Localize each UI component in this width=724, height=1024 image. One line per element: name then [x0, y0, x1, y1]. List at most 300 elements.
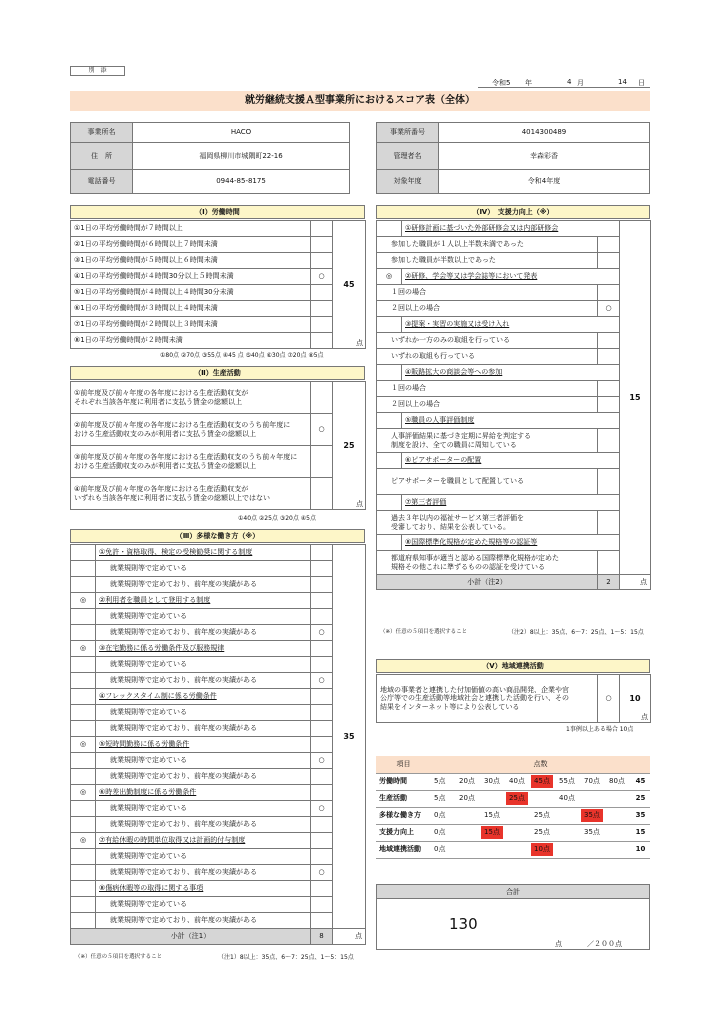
score-row [376, 841, 650, 858]
s2-row-line: ②前年度及び前々年度の各年度における生産活動収支のうち前年度に [74, 421, 291, 430]
s3-item-option [96, 849, 311, 865]
s4-item-title [402, 453, 620, 469]
s4-select-mark [377, 317, 402, 333]
s3-subtotal-label: 小計（注1） [71, 929, 311, 945]
s5-text-line: 結果をインターネット等により公表している [380, 702, 520, 711]
score-option [431, 824, 481, 841]
s3-select-mark [71, 865, 96, 881]
score-option [531, 824, 581, 841]
s3-item-title-text: ⑦有給休暇の時間単位取得又は計画的付与制度 [99, 836, 246, 845]
s3-item-title-text: ⑤短時間勤務に係る労働条件 [99, 740, 190, 749]
s4-select-mark [377, 221, 402, 237]
s2-row-line: おける生産活動収支のみが利用者に支払う賃金の総額以上 [74, 429, 256, 438]
s3-select-mark: ◎ [71, 833, 96, 849]
s3-select-mark [71, 769, 96, 785]
section1-note: ①80点 ②70点 ③55点 ④45 点 ⑤40点 ⑥30点 ⑦20点 ⑧5点 [160, 352, 324, 359]
s3-item-mark [311, 609, 333, 625]
score-option-text: 5点 [434, 777, 446, 786]
score-table [376, 756, 650, 859]
s3-item-title [96, 641, 311, 657]
s3-item-mark: ○ [311, 865, 333, 881]
s3-item-option [96, 753, 311, 769]
s4-item-mark [598, 237, 620, 253]
s3-item-option [96, 897, 311, 913]
s1-row-label: ②1日の平均労働時間が６時間以上７時間未満 [71, 237, 311, 253]
s4-select-mark [377, 365, 402, 381]
s4-item-option [377, 469, 598, 495]
s3-item-option-text: 就業規則等で定めており、前年度の実績がある [110, 820, 257, 829]
score-option-text: 20点 [459, 794, 475, 803]
s1-row-label: ①1日の平均労働時間が７時間以上 [71, 221, 311, 237]
s2-row-label [71, 446, 311, 478]
score-option [556, 773, 581, 790]
info-table-right [376, 122, 650, 194]
score-option [481, 824, 531, 841]
section3-note-left: （※）任意の５項目を選択すること [75, 954, 163, 960]
s1-row-label: ④1日の平均労働時間が４時間30分以上５時間未満 [71, 269, 311, 285]
score-option [581, 824, 631, 841]
s4-item-title [402, 413, 620, 429]
score-option-text: 40点 [559, 794, 575, 803]
score-option [481, 773, 506, 790]
s4-item-title-text: ⑥ピアサポーターの配置 [405, 456, 482, 465]
s3-select-mark [71, 881, 96, 897]
score-option-text: 55点 [559, 777, 575, 786]
score-option-text: 30点 [484, 777, 500, 786]
section3-table [70, 544, 366, 945]
s4-item-option [377, 551, 598, 575]
total-box [376, 884, 650, 950]
section4-note-left: （※）任意の５項目を選択すること [380, 629, 468, 635]
s2-row-line: ④前年度及び前々年度の各年度における生産活動収支が [74, 485, 249, 494]
s3-item-option-text: 就業規則等で定めており、前年度の実績がある [110, 676, 257, 685]
s1-row-mark [311, 285, 333, 301]
s3-select-mark [71, 689, 96, 705]
score-option-text: 70点 [584, 777, 600, 786]
s3-select-mark [71, 545, 96, 561]
score-option [581, 773, 606, 790]
section4-title: （Ⅳ） 支援力向上（※） [376, 205, 650, 219]
s4-item-title-text: ⑦第三者評価 [405, 498, 447, 507]
phone: 0944-85-8175 [133, 170, 350, 194]
s3-item-option [96, 705, 311, 721]
score-option-text: 0点 [434, 828, 446, 837]
s3-item-title-text: ⑥時差出勤制度に係る労働条件 [99, 788, 197, 797]
s4-select-mark: ◎ [377, 269, 402, 285]
s3-select-mark [71, 657, 96, 673]
s1-row-mark [311, 333, 333, 349]
s2-row-line: おける生産活動収支のみが利用者に支払う賃金の総額以上 [74, 461, 256, 470]
score-option [456, 790, 506, 807]
date-day: 14 [618, 78, 627, 86]
s1-row-mark [311, 237, 333, 253]
s4-item-title [402, 269, 620, 285]
score-option-text: 10点 [534, 845, 550, 854]
office-name-label: 事業所名 [71, 123, 133, 143]
score-row-label: 労働時間 [376, 773, 431, 790]
score-option [481, 807, 531, 824]
s3-item-option-text: 就業規則等で定めており、前年度の実績がある [110, 916, 257, 925]
s2-row-mark [311, 478, 333, 510]
s4-item-option-line: 人事評価結果に基づき定期に昇給を判定する [391, 432, 531, 441]
s4-item-title-text: ③提案・実習の実施又は受け入れ [405, 320, 510, 329]
section4-table [376, 220, 651, 590]
s3-item-option [96, 801, 311, 817]
section5-score: 10 [629, 693, 641, 703]
year-label: 対象年度 [377, 170, 439, 194]
s4-item-mark [598, 469, 620, 495]
s4-item-option-line: 過去３年以内の福祉サービス第三者評価を [391, 514, 524, 523]
s4-item-option: １回の場合 [377, 285, 598, 301]
s4-item-option-line: 都道府県知事が適当と認める国際標準化規格が定めた [391, 554, 559, 563]
s2-row-mark [311, 446, 333, 478]
s4-item-option: いずれの取組も行っている [377, 349, 598, 365]
s4-item-option-line: 受審しており、結果を公表している。 [391, 522, 510, 531]
s4-item-mark [598, 429, 620, 453]
s3-item-option-text: 就業規則等で定めている [110, 804, 187, 813]
score-row [376, 824, 650, 841]
s1-row-mark [311, 301, 333, 317]
s3-item-mark [311, 817, 333, 833]
s3-item-mark: ○ [311, 673, 333, 689]
score-option [431, 807, 481, 824]
total-unit: 点 [555, 940, 562, 948]
total-value: 130 [449, 915, 478, 933]
s4-item-option: いずれか一方のみの取組を行っている [377, 333, 598, 349]
s3-item-option [96, 817, 311, 833]
s4-item-option [377, 429, 598, 453]
s3-select-mark [71, 849, 96, 865]
score-option-text: 80点 [609, 777, 625, 786]
score-row-total: 25 [631, 790, 650, 807]
s4-item-option-line: ピアサポーターを職員として配置している [391, 477, 524, 486]
s3-select-mark [71, 673, 96, 689]
s4-item-mark [598, 381, 620, 397]
score-table-item-header: 項目 [376, 756, 431, 773]
s1-row-mark: ○ [311, 269, 333, 285]
s2-score-cell [333, 382, 366, 510]
s3-item-mark [311, 689, 333, 705]
s2-row-line: それぞれ当該各年度に利用者に支払う賃金の総額以上 [74, 397, 242, 406]
year: 令和4年度 [439, 170, 650, 194]
s3-item-option-text: 就業規則等で定めており、前年度の実績がある [110, 628, 257, 637]
s2-row-line: ③前年度及び前々年度の各年度における生産活動収支のうち前々年度に [74, 453, 298, 462]
s3-item-title-text: ②利用者を職員として登用する制度 [99, 596, 211, 605]
s3-item-mark [311, 833, 333, 849]
score-option [431, 841, 531, 858]
s3-select-mark: ◎ [71, 737, 96, 753]
s4-item-title [402, 535, 620, 551]
score-option-text: 15点 [484, 828, 500, 837]
s3-item-mark [311, 577, 333, 593]
score-option-text: 5点 [434, 794, 446, 803]
s4-subtotal-label: 小計（注2） [377, 575, 598, 590]
total-max: ／２００点 [587, 940, 622, 948]
s4-item-mark [598, 397, 620, 413]
s1-row-label: ⑤1日の平均労働時間が４時間以上４時間30分未満 [71, 285, 311, 301]
s4-score: 15 [620, 221, 651, 575]
s3-item-mark [311, 593, 333, 609]
section5-unit: 点 [641, 712, 648, 721]
s3-select-mark [71, 913, 96, 929]
s3-item-option-text: 就業規則等で定めており、前年度の実績がある [110, 724, 257, 733]
section2-table [70, 381, 366, 510]
s4-item-title [402, 317, 620, 333]
score-option [531, 773, 556, 790]
s3-item-option [96, 721, 311, 737]
score-option [506, 790, 556, 807]
s3-item-title-text: ④フレックスタイム制に係る労働条件 [99, 692, 217, 701]
s4-unit: 点 [620, 575, 651, 590]
score-option-text: 0点 [434, 845, 446, 854]
s4-select-mark [377, 495, 402, 511]
section1-table [70, 220, 366, 349]
s3-item-option [96, 769, 311, 785]
s4-item-title [402, 365, 620, 381]
s1-row-label: ⑧1日の平均労働時間が２時間未満 [71, 333, 311, 349]
s4-item-title-text: ①研修計画に基づいた外部研修会又は内部研修会 [405, 224, 559, 233]
s3-item-mark: ○ [311, 625, 333, 641]
phone-label: 電話番号 [71, 170, 133, 194]
s3-item-mark [311, 881, 333, 897]
date-year-unit: 年 [525, 79, 532, 87]
s3-item-option [96, 625, 311, 641]
s4-select-mark [377, 453, 402, 469]
s3-item-option-text: 就業規則等で定めている [110, 612, 187, 621]
s3-item-option [96, 609, 311, 625]
s3-item-option [96, 673, 311, 689]
score-option [581, 807, 631, 824]
s3-item-mark: ○ [311, 753, 333, 769]
section1-title: （Ⅰ）労働時間 [70, 205, 365, 219]
score-row-label: 多様な働き方 [376, 807, 431, 824]
s3-item-mark [311, 705, 333, 721]
score-option-text: 25点 [534, 811, 550, 820]
s2-row-label [71, 478, 311, 510]
score-option-text: 15点 [484, 811, 500, 820]
s3-item-title [96, 737, 311, 753]
s2-score: 25 [343, 440, 355, 450]
section5-mark: ○ [598, 675, 620, 723]
score-option-text: 40点 [509, 777, 525, 786]
section3-note-right: （注1）8以上：35点、6～7：25点、1～5：15点 [218, 954, 354, 961]
s3-item-option-text: 就業規則等で定めており、前年度の実績がある [110, 772, 257, 781]
s3-item-mark: ○ [311, 801, 333, 817]
s4-item-option: １回の場合 [377, 381, 598, 397]
score-option [556, 790, 631, 807]
s3-subtotal: 8 [311, 929, 333, 945]
section5-text [377, 675, 598, 723]
section2-title: （Ⅱ）生産活動 [70, 366, 365, 380]
s3-select-mark [71, 817, 96, 833]
section5-title: （Ⅴ）地域連携活動 [376, 659, 650, 673]
page-title: 就労継続支援Ａ型事業所におけるスコア表（全体） [70, 91, 650, 111]
score-option-text: 0点 [434, 811, 446, 820]
s3-item-option-text: 就業規則等で定めている [110, 756, 187, 765]
s3-item-mark [311, 721, 333, 737]
s3-item-option-text: 就業規則等で定めている [110, 852, 187, 861]
s5-text-line: 地域の事業者と連携した付加価値の高い商品開発、企業や官 [380, 686, 569, 695]
address: 福岡県柳川市城隅町22-16 [133, 143, 350, 170]
s3-select-mark: ◎ [71, 593, 96, 609]
date-day-unit: 日 [638, 79, 645, 87]
s3-item-title [96, 545, 311, 561]
s4-item-option: 参加した職員が１人以上半数未満であった [377, 237, 598, 253]
s2-row-line: いずれも当該各年度に利用者に支払う賃金の総額以上ではない [74, 493, 270, 502]
s3-item-option-text: 就業規則等で定めており、前年度の実績がある [110, 580, 257, 589]
score-option [431, 773, 456, 790]
s4-item-title-text: ②研修、学会等又は学会誌等において発表 [405, 272, 538, 281]
s3-select-mark [71, 753, 96, 769]
score-row-total: 10 [631, 841, 650, 858]
manager-label: 管理者名 [377, 143, 439, 170]
s1-score: 45 [343, 279, 355, 289]
s2-row-label [71, 414, 311, 446]
s3-item-option-text: 就業規則等で定めている [110, 900, 187, 909]
score-table-points-header: 点数 [431, 756, 650, 773]
s3-item-title [96, 881, 311, 897]
s3-item-mark [311, 561, 333, 577]
score-option [531, 841, 631, 858]
score-row-total: 35 [631, 807, 650, 824]
s4-item-option: ２回以上の場合 [377, 301, 598, 317]
s4-item-mark [598, 349, 620, 365]
s3-select-mark [71, 897, 96, 913]
score-option [431, 790, 456, 807]
s3-item-title-text: ①免許・資格取得、検定の受検勧奨に関する制度 [99, 548, 253, 557]
s3-select-mark: ◎ [71, 785, 96, 801]
s3-item-mark [311, 849, 333, 865]
s3-select-mark [71, 577, 96, 593]
s3-select-mark: ◎ [71, 641, 96, 657]
s1-unit: 点 [356, 338, 363, 347]
s4-item-mark [598, 253, 620, 269]
s2-row-mark: ○ [311, 414, 333, 446]
s3-item-option-text: 就業規則等で定めている [110, 708, 187, 717]
s3-select-mark [71, 561, 96, 577]
doc-tag: 別 添 [70, 66, 125, 76]
score-option-text: 20点 [459, 777, 475, 786]
s3-item-title [96, 593, 311, 609]
s3-item-option [96, 657, 311, 673]
office-no-label: 事業所番号 [377, 123, 439, 143]
section5-table [376, 674, 651, 723]
section5-score-cell [620, 675, 651, 723]
score-row-label: 支援力向上 [376, 824, 431, 841]
s3-item-mark [311, 657, 333, 673]
s4-item-option [377, 511, 598, 535]
s3-item-option [96, 865, 311, 881]
s3-item-mark [311, 785, 333, 801]
section5-note: 1事例以上ある場合 10点 [566, 726, 634, 733]
s4-item-option: ２回以上の場合 [377, 397, 598, 413]
office-name: HACO [133, 123, 350, 143]
score-row-label: 生産活動 [376, 790, 431, 807]
s1-row-label: ⑦1日の平均労働時間が２時間以上３時間未満 [71, 317, 311, 333]
s1-row-mark [311, 221, 333, 237]
s3-item-option [96, 913, 311, 929]
date-month-unit: 月 [577, 79, 584, 87]
s3-item-mark [311, 737, 333, 753]
s3-score: 35 [333, 545, 366, 929]
s4-item-title [402, 221, 620, 237]
doc-date [478, 78, 650, 88]
s3-unit: 点 [333, 929, 366, 945]
score-option-text: 25点 [509, 794, 525, 803]
section3-title: （Ⅲ）多様な働き方（※） [70, 529, 365, 543]
date-month: 4 [567, 78, 572, 86]
score-option [506, 773, 531, 790]
address-label: 住 所 [71, 143, 133, 170]
s3-item-mark [311, 641, 333, 657]
s4-item-title-text: ④販路拡大の商談会等への参加 [405, 368, 503, 377]
s1-row-label: ③1日の平均労働時間が５時間以上６時間未満 [71, 253, 311, 269]
s3-item-mark [311, 769, 333, 785]
s3-item-title [96, 785, 311, 801]
s2-row-line: ①前年度及び前々年度の各年度における生産活動収支が [74, 389, 249, 398]
s4-item-option: 参加した職員が半数以上であった [377, 253, 598, 269]
section2-note: ①40点 ②25点 ③20点 ④5点 [238, 515, 316, 522]
s3-item-mark [311, 913, 333, 929]
office-no: 4014300489 [439, 123, 650, 143]
score-option-text: 35点 [584, 811, 600, 820]
s1-score-cell [333, 221, 366, 349]
s3-select-mark [71, 609, 96, 625]
s4-item-option-line: 規格その他これに準ずるものの認証を受けている [391, 562, 545, 571]
s4-item-title-text: ⑧国際標準化規格が定めた規格等の認証等 [405, 538, 538, 547]
date-era: 令和5 [492, 79, 511, 87]
s4-item-mark [598, 551, 620, 575]
s3-select-mark [71, 801, 96, 817]
total-label: 合計 [377, 885, 649, 899]
s3-item-option [96, 561, 311, 577]
s2-unit: 点 [356, 499, 363, 508]
score-row [376, 773, 650, 790]
s4-item-mark [598, 285, 620, 301]
s1-row-mark [311, 253, 333, 269]
s3-item-option-text: 就業規則等で定めており、前年度の実績がある [110, 868, 257, 877]
score-option-text: 25点 [534, 828, 550, 837]
s2-row-mark [311, 382, 333, 414]
s3-item-title-text: ③在宅勤務に係る労働条件及び服務規律 [99, 644, 225, 653]
s3-select-mark [71, 625, 96, 641]
s3-item-title [96, 689, 311, 705]
s4-select-mark [377, 535, 402, 551]
s5-text-line: 公庁等での生産活動等地域社会と連携した活動を行い、その [380, 694, 569, 703]
score-row-label: 地域連携活動 [376, 841, 431, 858]
s4-subtotal: 2 [598, 575, 620, 590]
s4-item-title [402, 495, 620, 511]
s2-row-label [71, 382, 311, 414]
score-option-text: 35点 [584, 828, 600, 837]
score-row [376, 790, 650, 807]
manager: 幸森彩香 [439, 143, 650, 170]
score-option [456, 773, 481, 790]
score-option-text: 45点 [534, 777, 550, 786]
s3-item-option-text: 就業規則等で定めている [110, 564, 187, 573]
s4-select-mark [377, 413, 402, 429]
score-row-total: 45 [631, 773, 650, 790]
s4-item-option-line: 制度を設け、全ての職員に周知している [391, 440, 517, 449]
s3-item-title-text: ⑧傷病休暇等の取得に関する事項 [99, 884, 204, 893]
s3-item-title [96, 833, 311, 849]
s4-item-mark [598, 333, 620, 349]
s3-item-option [96, 577, 311, 593]
s3-select-mark [71, 705, 96, 721]
s3-item-mark [311, 897, 333, 913]
s4-item-mark: ○ [598, 301, 620, 317]
info-table-left [70, 122, 350, 194]
